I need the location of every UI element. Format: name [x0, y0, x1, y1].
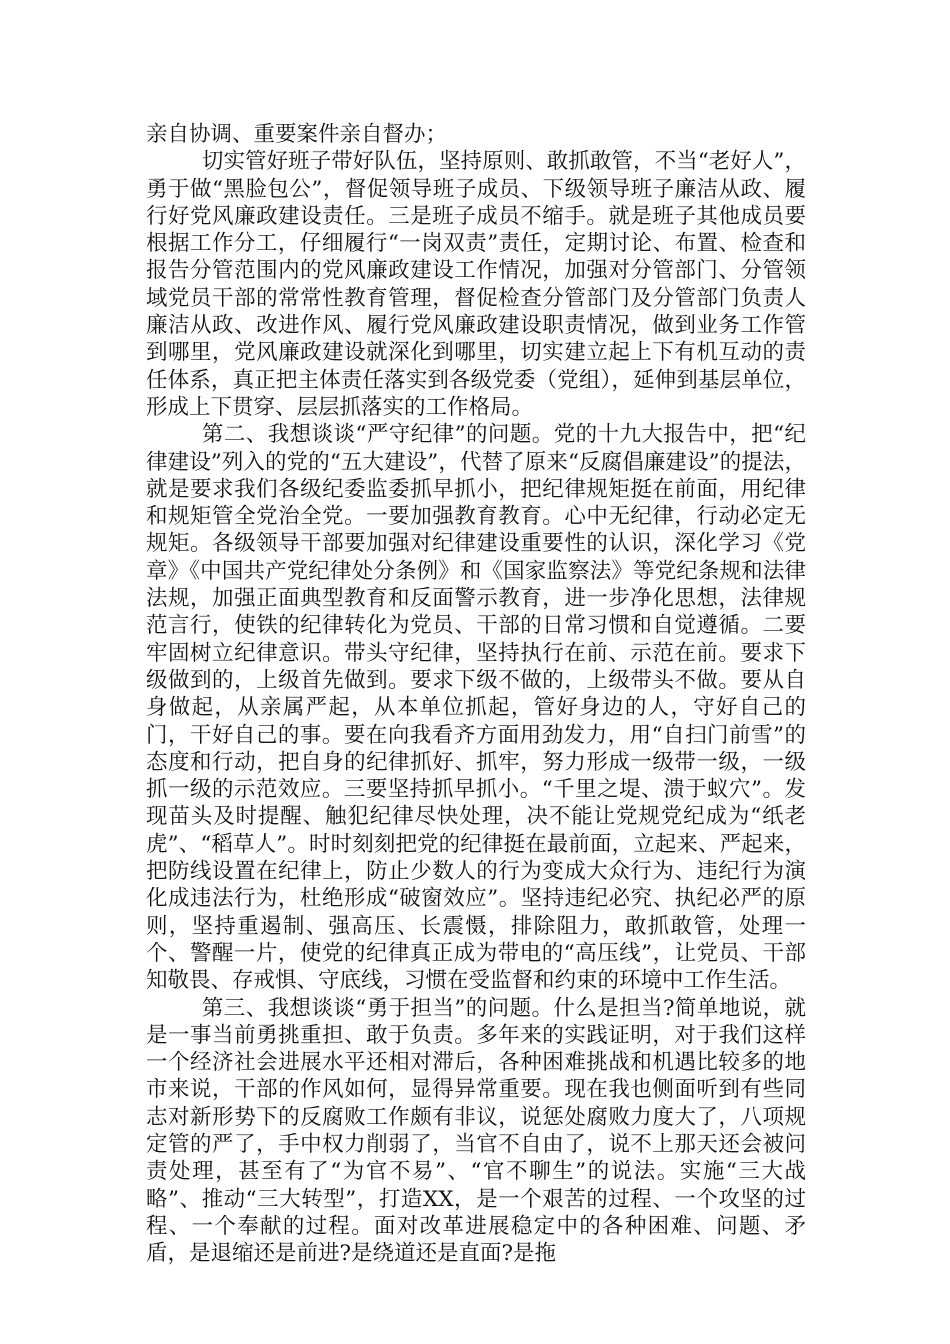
paragraph-leadership-duty: 切实管好班子带好队伍，坚持原则、敢抓敢管，不当“老好人”，勇于做“黑脸包公”，督促领导班子成员、下级领导班子廉洁从政、履行好党风廉政建设责任。三是班子成员不缩手。就是班子其他成员要根据工作分工，仔细履行“一岗双责”责任，定期讨论、布置、检查和报告分管范围内的党风廉政建设工作情况，加强对分管部门、分管领域党员干部的常常性教育管理，督促检查分管部门及分管部门负责人廉洁从政、改进作风、履行党风廉政建设职责情况，做到业务工作管到哪里，党风廉政建设就深化到哪里，切实建立起上下有机互动的责任体系，真正把主体责任落实到各级党委（党组），延伸到基层单位，形成上下贯穿、层层抓落实的工作格局。 [146, 149, 806, 420]
paragraph-strict-discipline: 第二、我想谈谈“严守纪律”的问题。党的十九大报告中，把“纪律建设”列入的党的“五大建设”，代替了原来“反腐倡廉建设”的提法，就是要求我们各级纪委监委抓早抓小，把纪律规矩挺在前面，用纪律和规矩管全党治全党。一要加强教育教育。心中无纪律，行动必定无规矩。各级领导干部要加强对纪律建设重要性的认识，深化学习《党章》《中国共产党纪律处分条例》和《国家监察法》等党纪条规和法律法规，加强正面典型教育和反面警示教育，进一步净化思想，法律规范言行，使铁的纪律转化为党员、干部的日常习惯和自觉遵循。二要牢固树立纪律意识。带头守纪律，坚持执行在前、示范在前。要求下级做到的，上级首先做到。要求下级不做的，上级带头不做。要从自身做起，从亲属严起，从本单位抓起，管好身边的人，守好自己的门，干好自己的事。要在向我看齐方面用劲发力，用“自扫门前雪”的态度和行动，把自身的纪律抓好、抓牢，努力形成一级带一级，一级抓一级的示范效应。三要坚持抓早抓小。“千里之堤、溃于蚁穴”。发现苗头及时提醒、触犯纪律尽快处理，决不能让党规党纪成为“纸老虎”、“稻草人”。时时刻刻把党的纪律挺在最前面，立起来、严起来，把防线设置在纪律上，防止少数人的行为变成大众行为、违纪行为演化成违法行为，杜绝形成“破窗效应”。坚持违纪必究、执纪必严的原则，坚持重遏制、强高压、长震慑，排除阻力，敢抓敢管，处理一个、警醒一片，使党的纪律真正成为带电的“高压线”，让党员、干部知敬畏、存戒惧、守底线，习惯在受监督和约束的环境中工作生活。 [146, 422, 806, 994]
document-body [146, 121, 806, 1267]
paragraph-continuation: 亲自协调、重要案件亲自督办； [146, 122, 448, 147]
paragraph-take-responsibility: 第三、我想谈谈“勇于担当”的问题。什么是担当?简单地说，就是一事当前勇挑重担、敢于负责。多年来的实践证明，对于我们这样一个经济社会进展水平还相对滞后，各种困难挑战和机遇比较多的地市来说，干部的作风如何，显得异常重要。现在我也侧面听到有些同志对新形势下的反腐败工作颇有非议，说惩处腐败力度大了，八项规定管的严了，手中权力削弱了，当官不自由了，说不上那天还会被问责处理，甚至有了“为官不易”、“官不聊生”的说法。实施“三大战略”、推动“三大转型”，打造XX，是一个艰苦的过程、一个攻坚的过程、一个奉献的过程。面对改革进展稳定中的各种困难、问题、矛盾，是退缩还是前进?是绕道还是直面?是拖 [146, 995, 806, 1267]
